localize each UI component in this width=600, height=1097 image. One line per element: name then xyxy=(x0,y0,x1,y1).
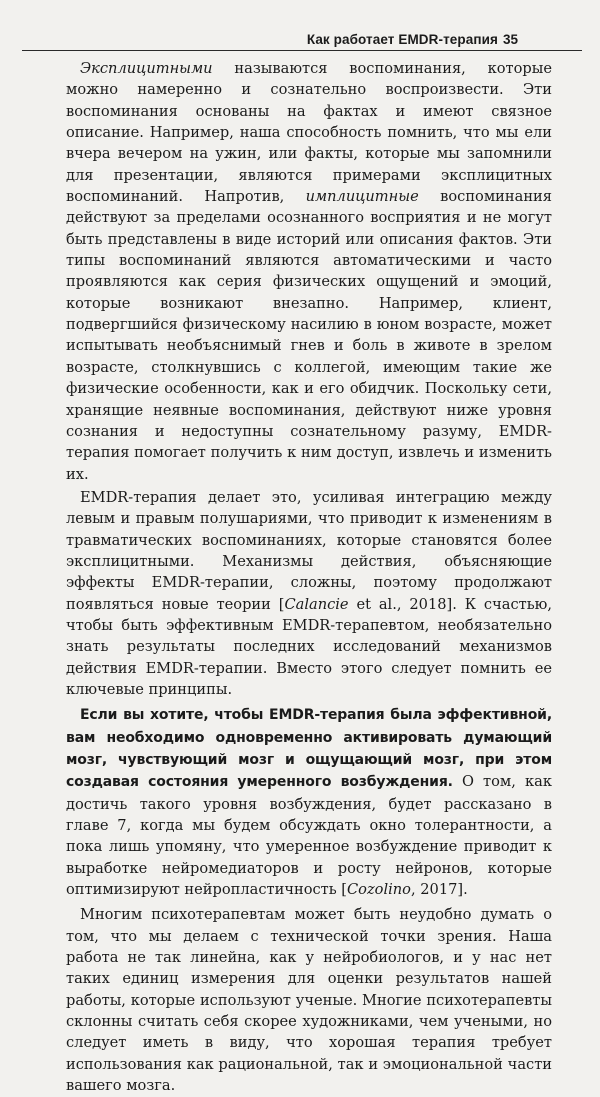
text-run: Многим психотерапевтам может быть неудобно думать о том, что мы делаем с технической точки зрения. Наша работа не так линейна, как у нейробиологов, и у нас нет таких единиц измерения для оценки результатов нашей работы, которые используют ученые. Многие психотерапевты склонны считать себя скорее художниками, чем учеными, но следует иметь в виду, что хорошая терапия требует использования как рациональной, так и эмоциональной части вашего мозга. xyxy=(66,906,552,1095)
paragraph-key-principle xyxy=(66,704,552,900)
text-run: Calancie xyxy=(284,595,349,613)
text-run: воспоминания действуют за пределами осознанного восприятия и не могут быть представлены в виде историй или описания фактов. Эти типы воспоминаний являются автоматическими и часто проявляются как серия физических ощущений и эмоций, которые возникают внезапно. Например, клиент, подвергшийся физическому насилию в юном возрасте, может испытывать необъяснимый гнев и боль в животе в зрелом возрасте, столкнувшись с коллегой, имеющим такие же физические особенности, как и его обидчик. Поскольку сети, хранящие неявные воспоминания, действуют ниже уровня сознания и недоступны сознательному разуму, EMDR-терапия помогает получить к ним доступ, извлечь и изменить их. xyxy=(66,188,552,483)
running-title: Как работает EMDR-терапия xyxy=(306,32,498,47)
paragraph-explicit-implicit-memory xyxy=(66,58,552,485)
text-run: et al., 2018]. К счастью, чтобы быть эффективным EMDR-терапевтом, необязательно знать результаты последних исследований механизмов действия EMDR-терапии. Вместо этого следует помнить ее ключевые принципы. xyxy=(66,595,552,698)
header-rule xyxy=(22,50,582,51)
body-text xyxy=(66,58,552,1097)
text-run: Эксплицитными xyxy=(80,60,213,77)
page-header xyxy=(0,0,600,52)
text-run: , 2017]. xyxy=(410,881,468,899)
text-run-bold: Если вы хотите, чтобы EMDR-терапия была эффективной, вам необходимо одновременно активировать думающий мозг, чувствующий мозг и ощущающий мозг, при этом создавая состояния умеренного возбуждения. xyxy=(66,707,552,791)
page-number: 35 xyxy=(502,32,518,47)
text-run: EMDR-терапия делает это, усиливая интеграцию между левым и правым полушариями, что приводит к изменениям в травматических воспоминаниях, которые становятся более эксплицитными. Механизмы действия, объясняющие эффекты EMDR-терапии, сложны, поэтому продолжают появляться новые теории [ xyxy=(66,488,552,613)
text-run: О том, как достичь такого уровня возбуждения, будет рассказано в главе 7, когда мы будем обсуждать окно толерантности, а пока лишь упомяну, что умеренное возбуждение приводит к выработке нейромедиаторов и росту нейронов, которые оптимизируют нейропластичность [ xyxy=(66,773,552,899)
text-run: называются воспоминания, которые можно намеренно и сознательно воспроизвести. Эти воспоминания основаны на фактах и имеют связное описание. Например, наша способность помнить, что мы ели вчера вечером на ужин, или факты, которые мы запомнили для презентации, являются примерами эксплицитных воспоминаний. Напротив, xyxy=(66,60,552,206)
paragraph-therapists-view xyxy=(66,904,552,1096)
paragraph-hemisphere-integration xyxy=(66,487,552,700)
text-run: имплицитные xyxy=(305,188,419,206)
text-run: Cozolino xyxy=(347,881,411,899)
